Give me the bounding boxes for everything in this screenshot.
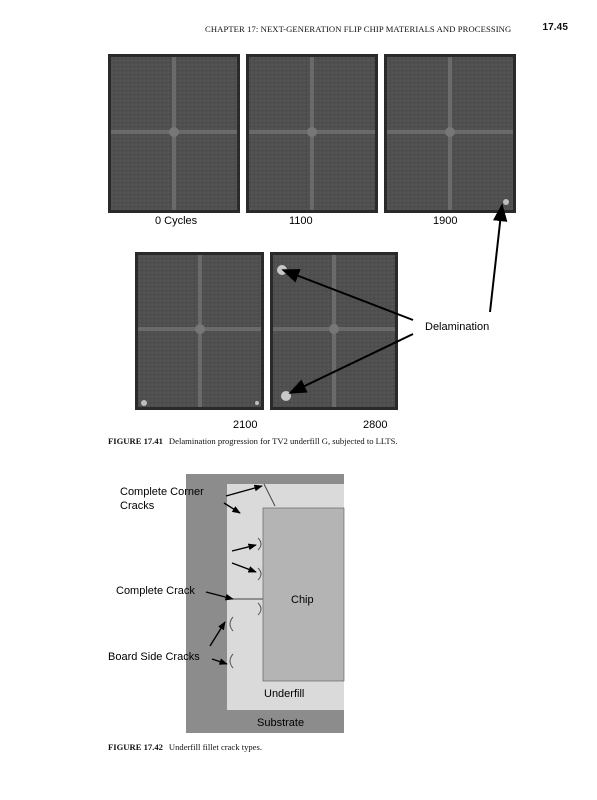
delamination-arrow-1900 [490,205,502,312]
label-1100: 1100 [289,215,313,227]
chip-image-1900-cycles [384,54,516,213]
chip-image-2100-cycles [135,252,264,410]
figure-17-41-caption [108,436,398,446]
label-corner-cracks-2: Cracks [120,500,155,512]
page-number: 17.45 [542,22,568,33]
chip-image-2800-cycles [270,252,398,410]
label-0-cycles: 0 Cycles [155,215,198,227]
label-board-side-cracks: Board Side Cracks [108,651,200,663]
chip-image-1100-cycles [246,54,378,213]
label-1900: 1900 [433,215,458,227]
caption-number: FIGURE 17.42 [108,742,163,752]
label-2800: 2800 [363,419,388,431]
label-underfill: Underfill [264,688,305,700]
label-chip: Chip [291,594,314,606]
caption-number: FIGURE 17.41 [108,436,163,446]
label-corner-cracks-1: Complete Corner [120,486,204,498]
figure-17-42-caption [108,742,262,752]
label-substrate: Substrate [257,717,305,729]
chapter-title: CHAPTER 17: NEXT-GENERATION FLIP CHIP MATERIALS AND PROCESSING [205,24,512,34]
label-2100: 2100 [233,419,258,431]
chip-image-0-cycles [108,54,240,213]
label-delamination: Delamination [425,321,490,333]
label-complete-crack: Complete Crack [116,585,195,597]
caption-text: Underfill fillet crack types. [168,742,262,752]
caption-text: Delamination progression for TV2 underfill G, subjected to LLTS. [168,436,398,446]
